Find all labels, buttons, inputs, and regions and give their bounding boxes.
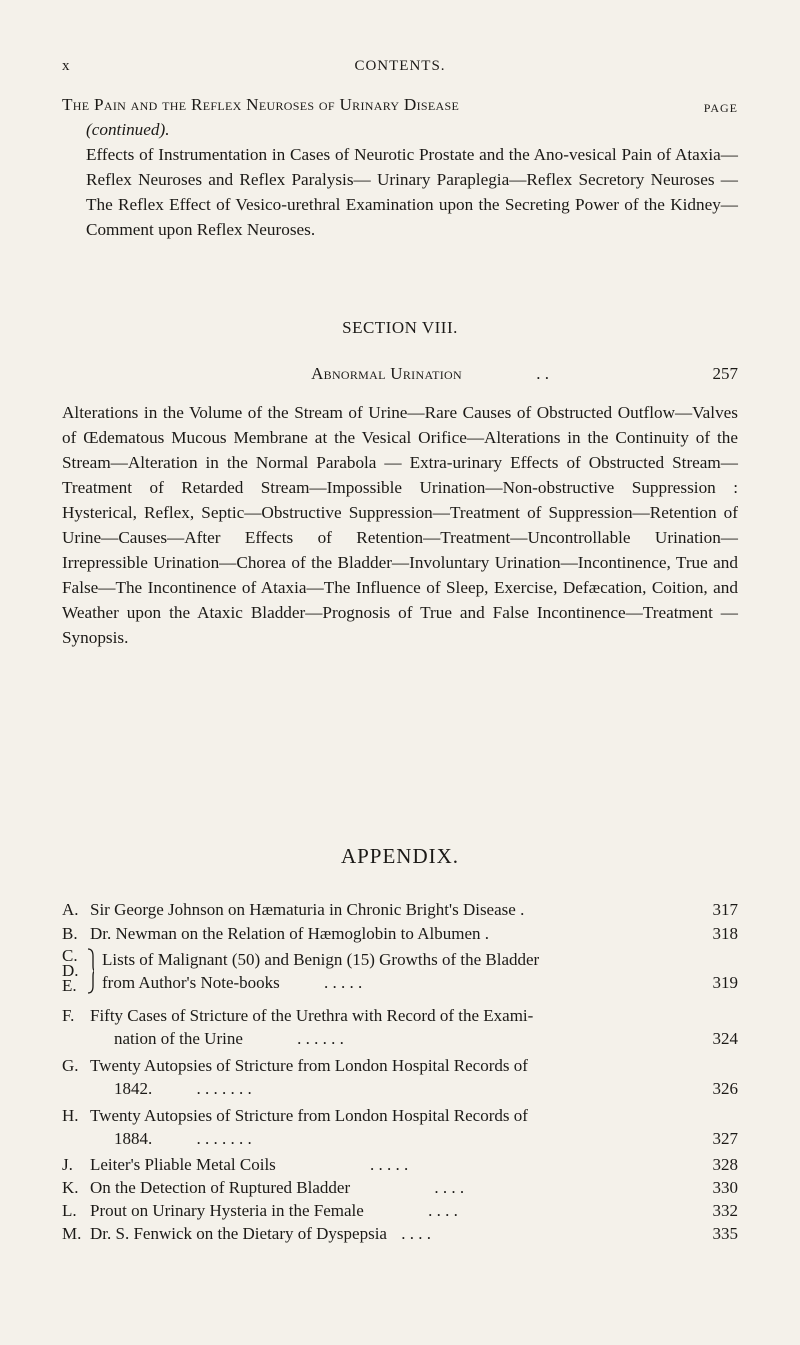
entry-page: 332: [712, 1201, 738, 1220]
entry-page: 327: [712, 1129, 738, 1148]
appendix-entry: [62, 1176, 738, 1199]
pain-section: [62, 92, 738, 242]
entry-text: Prout on Urinary Hysteria in the Female: [90, 1201, 364, 1220]
entry-letter: M.: [62, 1224, 82, 1243]
entry-page: 330: [712, 1178, 738, 1197]
entry-text-cont: nation of the Urine: [114, 1029, 243, 1048]
entry-text: Lists of Malignant (50) and Benign (15) Growths of the Bladder: [102, 950, 540, 969]
entry-leaders: . . . . .: [324, 973, 363, 992]
entry-page: 319: [712, 973, 738, 992]
entry-text: On the Detection of Ruptured Bladder: [90, 1178, 351, 1197]
running-title: CONTENTS.: [354, 58, 446, 74]
entry-letter: H.: [62, 1106, 79, 1125]
entry-text: Sir George Johnson on Hæmaturia in Chronic Bright's Disease: [90, 900, 516, 919]
entry-letter: L.: [62, 1201, 77, 1220]
page-numeral: x: [62, 58, 71, 74]
entry-text-cont: 1842.: [114, 1079, 153, 1098]
entry-leaders: . . . .: [428, 1201, 458, 1220]
entry-page: 335: [712, 1224, 738, 1243]
section-viii-body-block: [62, 400, 738, 650]
entry-page: 326: [712, 1079, 738, 1098]
appendix-title: APPENDIX.: [340, 844, 460, 868]
entry-leaders: .: [484, 924, 489, 943]
entry-page: 328: [712, 1155, 738, 1174]
appendix-entry: [62, 1222, 738, 1245]
entry-text: Dr. S. Fenwick on the Dietary of Dyspepsia: [90, 1224, 387, 1243]
entry-leaders: . . . . . .: [297, 1029, 344, 1048]
entry-leaders: .: [520, 900, 525, 919]
page-header: [62, 58, 738, 82]
appendix-entry: [62, 1054, 738, 1100]
section-viii-label: SECTION VIII.: [342, 318, 458, 337]
pain-section-body: Effects of Instrumentation in Cases of Neurotic Prostate and the Ano-vesical Pain of Ataxia—Reflex Neuroses and Reflex Paralysis— Urinary Paraplegia—Reflex Secretory Neuroses — The Reflex Effect of Vesico-urethral Examination upon the Secreting Power of the Kidney—Comment upon Reflex Neuroses.: [86, 145, 738, 239]
entry-text: Leiter's Pliable Metal Coils: [90, 1155, 276, 1174]
appendix-entry: [62, 1199, 738, 1222]
entry-text: Fifty Cases of Stricture of the Urethra with Record of the Exami-: [90, 1006, 534, 1025]
page-column-label: PAGE: [703, 101, 738, 115]
appendix-entry: [62, 1153, 738, 1176]
entry-leaders: . . . . .: [370, 1155, 409, 1174]
entry-text-cont: 1884.: [114, 1129, 153, 1148]
entry-letter: K.: [62, 1178, 79, 1197]
entry-page: 324: [712, 1029, 738, 1048]
pain-section-heading: The Pain and the Reflex Neuroses of Urinary Disease: [62, 95, 460, 114]
entry-letter: D.: [62, 961, 79, 980]
entry-page: 317: [712, 900, 738, 919]
appendix-entry: [62, 898, 738, 921]
entry-text: Twenty Autopsies of Stricture from London Hospital Records of: [90, 1106, 528, 1125]
entry-letter: B.: [62, 924, 78, 943]
entry-text: Dr. Newman on the Relation of Hæmoglobin to Albumen: [90, 924, 481, 943]
entry-leaders: . . . .: [401, 1224, 431, 1243]
chapter-page: 257: [712, 364, 738, 383]
continued-note: (continued).: [86, 120, 170, 139]
entry-leaders: . . . . . . .: [196, 1079, 252, 1098]
chapter-leaders: . .: [536, 364, 549, 383]
appendix-entry: [62, 1104, 738, 1150]
entry-letter: A.: [62, 900, 79, 919]
entry-letter: E.: [62, 976, 77, 995]
entry-text-cont: from Author's Note-books: [102, 973, 280, 992]
entry-letter: J.: [62, 1155, 73, 1174]
appendix-entry: [62, 948, 738, 994]
section-viii-body: Alterations in the Volume of the Stream of Urine—Rare Causes of Obstructed Outflow—Valves of Œdematous Mucous Membrane at the Vesical Orifice—Alterations in the Continuity of the Stream—Alteration in the Normal Parabola — Extra-urinary Effects of Obstructed Stream—Treatment of Retarded Stream—Impossible Urination—Non-obstructive Suppression : Hysterical, Reflex, Septic—Obstructive Suppression—Treatment of Suppression—Retention of Urine—Causes—After Effects of Retention—Treatment—Uncontrollable Urination—Irrepressible Urination—Chorea of the Bladder—Involuntary Urination—Incontinence, True and False—The Incontinence of Ataxia—The Influence of Sleep, Exercise, Defæcation, Coition, and Weather upon the Ataxic Bladder—Prognosis of True and False Incontinence—Treatment —Synopsis.: [62, 403, 738, 647]
entry-page: 318: [712, 924, 738, 943]
chapter-title: Abnormal Urination: [311, 364, 462, 383]
entry-letter: C.: [62, 946, 78, 965]
entry-letter: F.: [62, 1006, 75, 1025]
appendix-entry: [62, 922, 738, 945]
entry-text: Twenty Autopsies of Stricture from London Hospital Records of: [90, 1056, 528, 1075]
entry-leaders: . . . .: [434, 1178, 465, 1197]
entry-letter: G.: [62, 1056, 79, 1075]
appendix-entry: [62, 1004, 738, 1050]
entry-leaders: . . . . . . .: [196, 1129, 252, 1148]
